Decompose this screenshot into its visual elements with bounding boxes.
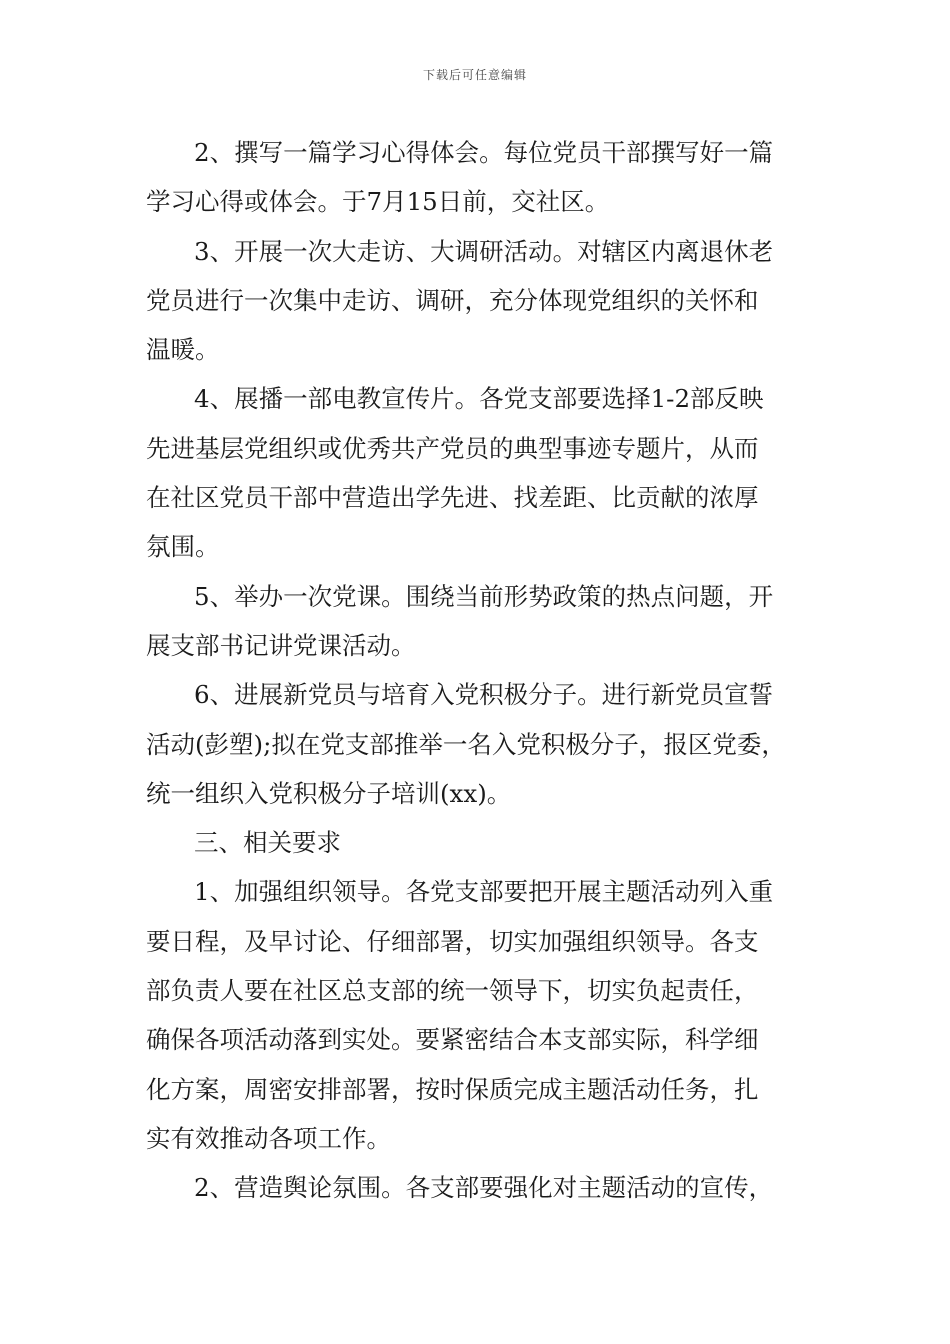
paragraph-line: 5、举办一次党课。围绕当前形势政策的热点问题，开 — [194, 581, 774, 611]
paragraph-line: 先进基层党组织或优秀共产党员的典型事迹专题片，从而 — [146, 433, 759, 463]
paragraph-line: 2、营造舆论氛围。各支部要强化对主题活动的宣传， — [194, 1173, 774, 1203]
page-header: 下载后可任意编辑 — [422, 68, 527, 82]
paragraph-line: 部负责人要在社区总支部的统一领导下，切实负起责任， — [146, 976, 759, 1006]
paragraph-line: 3、开展一次大走访、大调研活动。对辖区内离退休老 — [194, 236, 774, 266]
paragraph-line: 4、展播一部电教宣传片。各党支部要选择1-2部反映 — [194, 384, 764, 414]
paragraph-line: 氛围。 — [146, 532, 220, 562]
paragraph-line: 党员进行一次集中走访、调研，充分体现党组织的关怀和 — [146, 285, 759, 315]
document-body — [146, 128, 824, 1213]
paragraph-line: 活动(彭塑);拟在党支部推举一名入党积极分子，报区党委， — [146, 729, 786, 759]
paragraph-line: 化方案，周密安排部署，按时保质完成主题活动任务，扎 — [146, 1074, 759, 1104]
paragraph-line: 确保各项活动落到实处。要紧密结合本支部实际，科学细 — [146, 1025, 759, 1055]
paragraph-line: 实有效推动各项工作。 — [146, 1123, 391, 1153]
paragraph-line: 6、进展新党员与培育入党积极分子。进行新党员宣誓 — [194, 680, 774, 710]
paragraph-line: 1、加强组织领导。各党支部要把开展主题活动列入重 — [194, 877, 774, 907]
paragraph-line: 要日程，及早讨论、仔细部署，切实加强组织领导。各支 — [146, 926, 759, 956]
section-heading: 三、相关要求 — [194, 828, 341, 858]
paragraph-line: 展支部书记讲党课活动。 — [146, 630, 416, 660]
paragraph-line: 2、撰写一篇学习心得体会。每位党员干部撰写好一篇 — [194, 138, 774, 167]
paragraph-line: 统一组织入党积极分子培训(xx)。 — [146, 778, 512, 808]
paragraph-line: 温暖。 — [146, 335, 220, 365]
paragraph-line: 学习心得或体会。于7月15日前，交社区。 — [146, 187, 610, 217]
paragraph-line: 在社区党员干部中营造出学先进、找差距、比贡献的浓厚 — [146, 483, 759, 513]
